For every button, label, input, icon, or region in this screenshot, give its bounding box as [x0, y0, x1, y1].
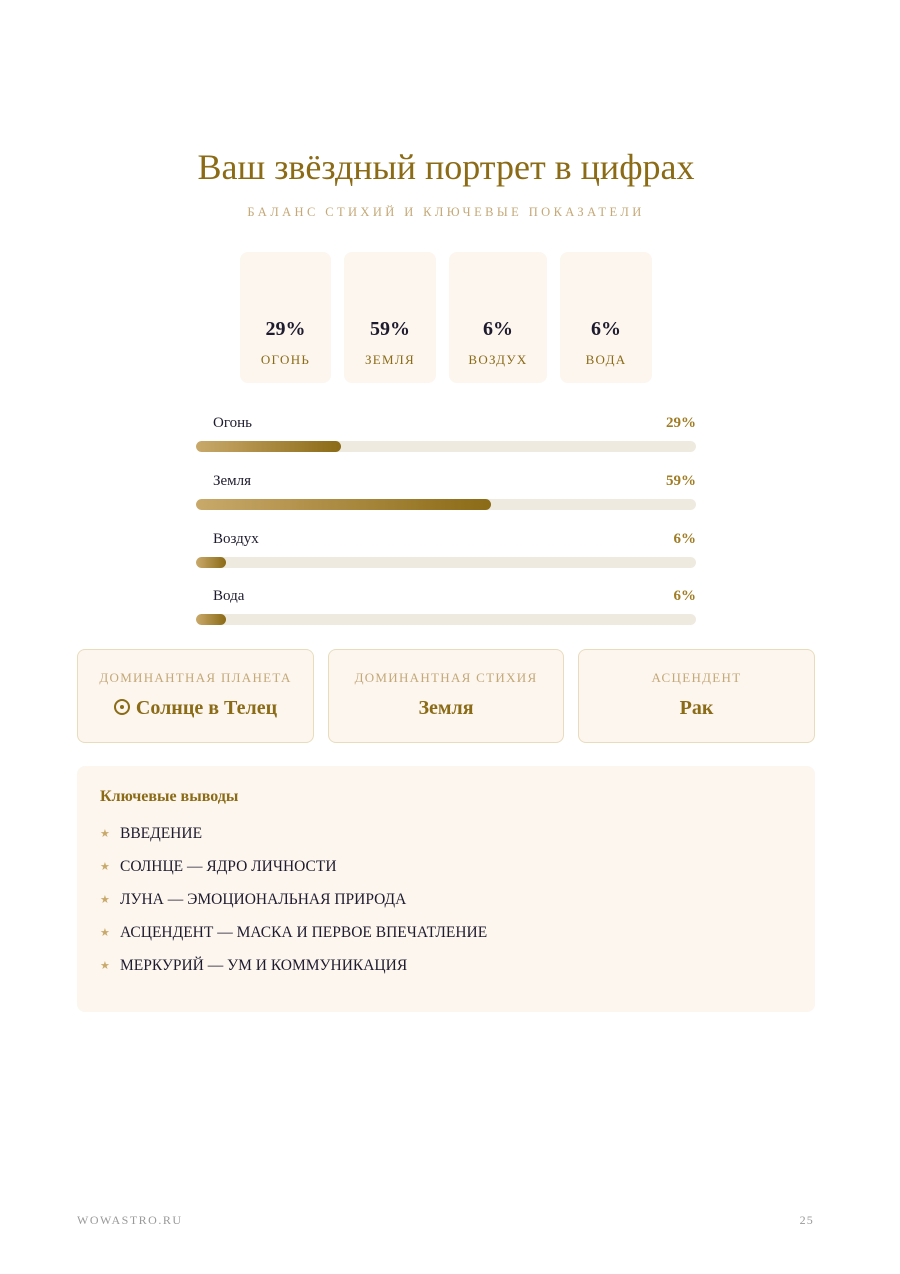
element-bar-track	[196, 441, 696, 452]
element-bar-fill	[196, 614, 226, 625]
element-bar-track	[196, 499, 696, 510]
element-card-percent: 6%	[483, 318, 513, 340]
footer-site: WOWASTRO.RU	[77, 1213, 183, 1227]
element-bar-value: 6%	[673, 588, 696, 604]
list-item	[100, 957, 487, 990]
dominant-planet-value	[78, 697, 313, 720]
element-card-label: ВОДА	[585, 352, 627, 367]
list-item-text: АСЦЕНДЕНТ — МАСКА И ПЕРВОЕ ВПЕЧАТЛЕНИЕ	[120, 924, 488, 941]
element-card-label: ВОЗДУХ	[468, 352, 528, 367]
list-item	[100, 891, 487, 924]
element-card-air	[449, 252, 547, 383]
element-bar-value: 59%	[666, 473, 696, 489]
star-icon: ★	[100, 960, 110, 972]
element-bar-fill	[196, 557, 226, 568]
element-card-label: ЗЕМЛЯ	[364, 352, 415, 367]
element-bar-track	[196, 614, 696, 625]
list-item	[100, 858, 487, 891]
ascendant-caption: АСЦЕНДЕНТ	[651, 670, 742, 685]
sun-icon	[114, 699, 130, 715]
key-findings-heading: Ключевые выводы	[100, 788, 239, 805]
page-subtitle: БАЛАНС СТИХИЙ И КЛЮЧЕВЫЕ ПОКАЗАТЕЛИ	[247, 205, 645, 219]
element-bar-air	[196, 531, 696, 571]
star-icon: ★	[100, 861, 110, 873]
star-icon: ★	[100, 927, 110, 939]
key-findings-list	[100, 825, 487, 990]
dominant-planet-text: Солнце в Телец	[135, 697, 278, 719]
element-bar-value: 6%	[673, 531, 696, 547]
list-item-text: МЕРКУРИЙ — УМ И КОММУНИКАЦИЯ	[120, 957, 408, 974]
element-card-percent: 29%	[265, 318, 306, 340]
list-item-text: ВВЕДЕНИЕ	[120, 825, 203, 842]
element-bar-name: Воздух	[213, 531, 259, 547]
element-bar-name: Огонь	[213, 415, 252, 431]
element-bar-name: Земля	[213, 473, 252, 489]
element-bar-fire	[196, 415, 696, 455]
element-bar-name: Вода	[213, 588, 245, 604]
element-card-fire	[240, 252, 331, 383]
element-bar-fill	[196, 499, 491, 510]
dominant-planet-card	[77, 649, 314, 743]
element-card-percent: 6%	[591, 318, 621, 340]
element-card-water	[560, 252, 652, 383]
element-bar-water	[196, 588, 696, 628]
list-item-text: СОЛНЦЕ — ЯДРО ЛИЧНОСТИ	[120, 858, 337, 875]
star-icon: ★	[100, 828, 110, 840]
list-item	[100, 924, 487, 957]
element-bar-value: 29%	[666, 415, 696, 431]
ascendant-value: Рак	[679, 697, 714, 719]
element-bar-earth	[196, 473, 696, 513]
list-item	[100, 825, 487, 858]
list-item-text: ЛУНА — ЭМОЦИОНАЛЬНАЯ ПРИРОДА	[120, 891, 407, 908]
element-card-percent: 59%	[370, 318, 410, 340]
dominant-planet-caption: ДОМИНАНТНАЯ ПЛАНЕТА	[99, 670, 292, 685]
key-findings-panel	[77, 766, 815, 1012]
star-icon: ★	[100, 894, 110, 906]
footer-page-number: 25	[799, 1213, 814, 1227]
ascendant-card	[578, 649, 815, 743]
dominant-element-card	[328, 649, 564, 743]
dominant-element-caption: ДОМИНАНТНАЯ СТИХИЯ	[354, 670, 538, 685]
element-card-label: ОГОНЬ	[260, 352, 311, 367]
dominant-element-value: Земля	[418, 697, 474, 719]
element-bar-fill	[196, 441, 341, 452]
page-title: Ваш звёздный портрет в цифрах	[197, 147, 695, 187]
element-card-earth	[344, 252, 436, 383]
element-bar-track	[196, 557, 696, 568]
